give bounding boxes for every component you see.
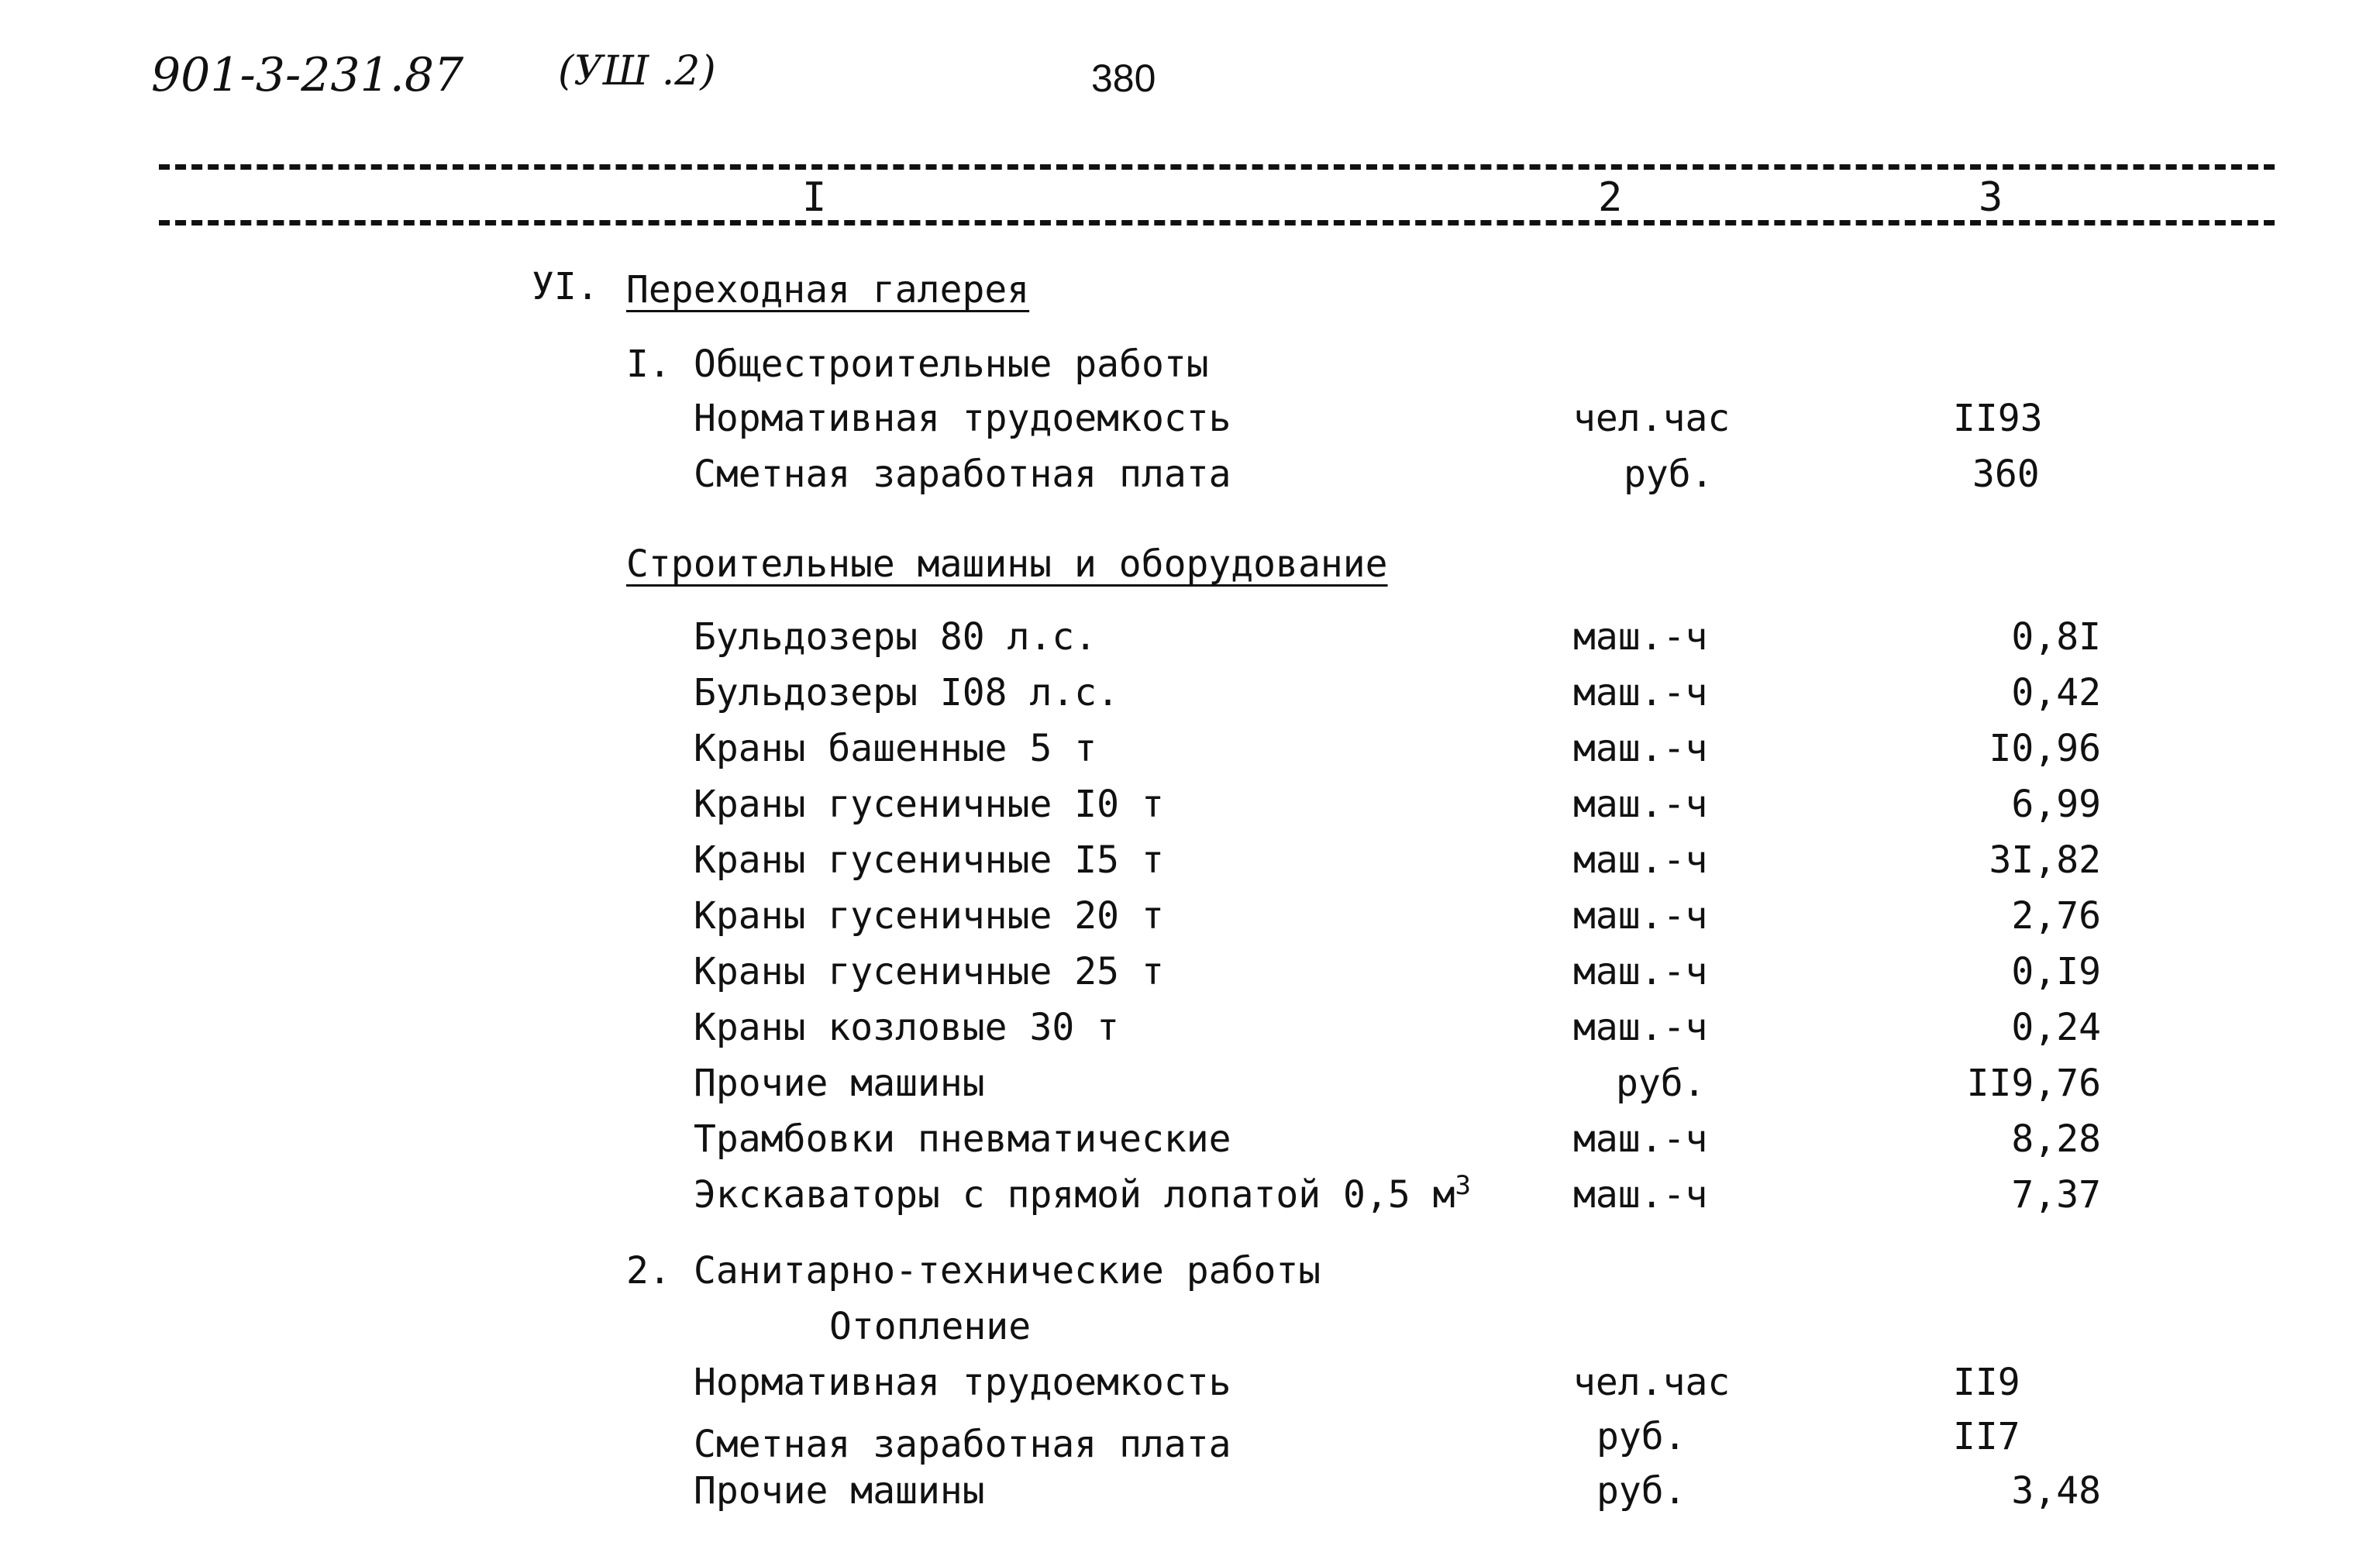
row-name: Трамбовки пневматические xyxy=(694,1117,1231,1161)
part2-title: Санитарно-технические работы xyxy=(694,1249,1321,1293)
row-value: 0,I9 xyxy=(2011,950,2101,993)
table-row xyxy=(0,1170,2380,1229)
row-unit: руб. xyxy=(1596,1469,1686,1513)
row-name: Прочие машины xyxy=(694,1469,985,1513)
row-name: Краны гусеничные 20 т xyxy=(694,894,1164,938)
volume-label: (УШ .2) xyxy=(558,48,716,95)
section-number: УI. xyxy=(532,265,599,308)
page-number: 380 xyxy=(1091,57,1156,100)
row-value: II7 xyxy=(1953,1415,2020,1458)
row-unit: чел.час xyxy=(1573,1361,1731,1404)
table-row xyxy=(0,783,2380,838)
header-rule-bottom xyxy=(159,220,2275,225)
row-value: II93 xyxy=(1953,397,2043,440)
row-unit: маш.-ч xyxy=(1573,615,1708,659)
row-name: Сметная заработная плата xyxy=(694,453,1231,496)
table-row xyxy=(0,671,2380,727)
part1-number: I. xyxy=(626,343,671,386)
table-row xyxy=(0,1117,2380,1173)
row-unit: руб. xyxy=(1596,1415,1686,1458)
table-row xyxy=(0,1062,2380,1117)
part2-number: 2. xyxy=(626,1249,671,1293)
column-number-1: I xyxy=(802,174,827,221)
table-row xyxy=(0,615,2380,671)
row-name: Краны гусеничные I5 т xyxy=(694,838,1164,882)
row-name xyxy=(694,1170,1472,1217)
row-unit: чел.час xyxy=(1573,397,1731,440)
superscript-exponent: 3 xyxy=(1455,1170,1472,1201)
row-value: 0,8I xyxy=(2011,615,2101,659)
row-name: Сметная заработная плата xyxy=(694,1423,1231,1466)
part2-subtitle: Отопление xyxy=(829,1305,1032,1348)
table-row xyxy=(0,727,2380,783)
row-name: Нормативная трудоемкость xyxy=(694,397,1231,440)
machines-title: Строительные машины и оборудование xyxy=(626,542,1388,586)
row-value: 2,76 xyxy=(2011,894,2101,938)
row-value: 0,24 xyxy=(2011,1006,2101,1049)
row-unit: маш.-ч xyxy=(1573,1173,1708,1217)
table-row xyxy=(0,1469,2380,1525)
row-name-text: Экскаваторы с прямой лопатой 0,5 м xyxy=(694,1173,1455,1217)
row-name: Краны гусеничные 25 т xyxy=(694,950,1164,993)
table-row xyxy=(0,1415,2380,1471)
section-title: Переходная галерея xyxy=(626,268,1030,312)
table-row xyxy=(0,453,2380,508)
table-row xyxy=(0,894,2380,950)
row-unit: маш.-ч xyxy=(1573,838,1708,882)
row-unit: маш.-ч xyxy=(1573,1006,1708,1049)
row-name: Нормативная трудоемкость xyxy=(694,1361,1231,1404)
row-unit: маш.-ч xyxy=(1573,783,1708,826)
row-unit: маш.-ч xyxy=(1573,671,1708,714)
row-value: I0,96 xyxy=(1989,727,2101,770)
row-value: 7,37 xyxy=(2011,1173,2101,1217)
row-unit: маш.-ч xyxy=(1573,950,1708,993)
row-value: II9 xyxy=(1953,1361,2020,1404)
row-name: Прочие машины xyxy=(694,1062,985,1105)
row-value: 6,99 xyxy=(2011,783,2101,826)
row-value: II9,76 xyxy=(1966,1062,2101,1105)
document-code: 901-3-231.87 xyxy=(151,48,464,102)
table-row xyxy=(0,950,2380,1006)
row-name: Краны гусеничные I0 т xyxy=(694,783,1164,826)
row-name: Краны башенные 5 т xyxy=(694,727,1097,770)
row-unit: маш.-ч xyxy=(1573,1117,1708,1161)
table-row xyxy=(0,1361,2380,1417)
part1-title: Общестроительные работы xyxy=(694,343,1209,386)
row-unit: руб. xyxy=(1624,453,1714,496)
row-value: 3,48 xyxy=(2011,1469,2101,1513)
row-name: Краны козловые 30 т xyxy=(694,1006,1120,1049)
column-number-3: 3 xyxy=(1979,174,2003,221)
table-row xyxy=(0,838,2380,894)
row-value: 0,42 xyxy=(2011,671,2101,714)
row-value: 3I,82 xyxy=(1989,838,2101,882)
row-unit: маш.-ч xyxy=(1573,727,1708,770)
row-value: 360 xyxy=(1972,453,2040,496)
header-rule-top xyxy=(159,164,2275,170)
row-unit: маш.-ч xyxy=(1573,894,1708,938)
row-unit: руб. xyxy=(1616,1062,1706,1105)
row-name: Бульдозеры 80 л.с. xyxy=(694,615,1097,659)
table-row xyxy=(0,1006,2380,1062)
table-row xyxy=(0,397,2380,453)
column-number-2: 2 xyxy=(1598,174,1623,221)
row-value: 8,28 xyxy=(2011,1117,2101,1161)
row-name: Бульдозеры I08 л.с. xyxy=(694,671,1120,714)
